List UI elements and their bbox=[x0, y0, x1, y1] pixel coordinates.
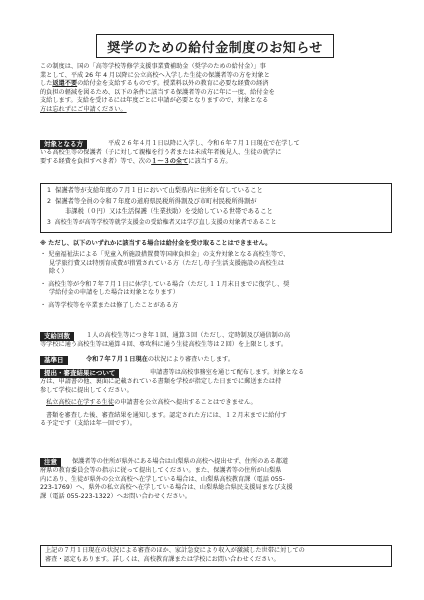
submit-block bbox=[40, 378, 400, 429]
condition-item bbox=[47, 186, 387, 195]
intro-line bbox=[40, 80, 395, 89]
target-text: に該当する方。 bbox=[188, 158, 232, 165]
submit-label: 提出・審査結果について bbox=[40, 369, 119, 378]
exclusion-list bbox=[40, 251, 400, 311]
all-conditions-emphasis: １～３の全て bbox=[151, 158, 189, 165]
submit-line: 申請書等は高校事務室を通じて配布します。対象となる bbox=[150, 369, 305, 376]
target-text: 要する経費を負担すべき者）等で、次の bbox=[40, 158, 152, 165]
attention-line: 課（電話 055-223-1322）へお問い合わせください。 bbox=[40, 492, 191, 500]
footer-line: 審査・認定もあります。詳しくは、高校教育課または学校にお問い合わせください。 bbox=[45, 556, 280, 563]
exclusion-line: ・ 児童福祉法による「児童入所施設措置費等国庫負担金」の支弁対象となる高校生等で、 bbox=[40, 251, 290, 258]
condition-number: 2 bbox=[47, 198, 52, 205]
submit-line: る予定です（支給は年一回です）。 bbox=[40, 420, 136, 428]
footer-line: 上記の７月１日現在の状況による審査のほか、家計急変により収入が激減した世帯に対しての bbox=[45, 547, 305, 554]
intro-line: 業として、平成 26 年 4 月以降に公立高校へ入学した生徒の保護者等の方を対象と bbox=[40, 71, 270, 79]
intro-line: 方は忘れずにご申請ください。 bbox=[40, 105, 127, 113]
attention-line: 府県の教育委員会等の指示に従って提出してください。また、保護者等の住所が山梨県 bbox=[40, 467, 282, 474]
basedate-line bbox=[86, 356, 398, 365]
conditions-box bbox=[40, 183, 392, 233]
exclusion-line: 学給付金の申請をした場合は対象となります） bbox=[49, 289, 179, 297]
submit-line: 参して学校に提出してください。 bbox=[40, 386, 133, 394]
private-school-emphasis: 私立高校に在学する生徒 bbox=[46, 399, 115, 407]
condition-number: 1 bbox=[47, 187, 52, 194]
submit-text: の申請書を公立高校へ提出することはできません。 bbox=[114, 399, 257, 407]
exclusion-line: ・ 高等学校等を卒業または修了したことがある方 bbox=[40, 301, 179, 309]
intro-line: 支給します。支給を受けるには年度ごとに申請が必要となりますので、対象となる bbox=[40, 97, 269, 105]
footer-box bbox=[40, 545, 392, 567]
exclusion-line: 除く） bbox=[49, 268, 68, 276]
submit-line bbox=[40, 399, 400, 408]
condition-text: 高校生等が高等学校等就学支援金の受給権者又は学び直し支援の対象者であること bbox=[54, 219, 277, 226]
exclusion-heading: ※ ただし、以下のいずれかに該当する場合は給付金を受け取ることはできません。 bbox=[40, 240, 272, 247]
attention-line: 保護者等の住所が県外にある場合は山梨県の高校へ提出せず、住所のある都道 bbox=[72, 458, 289, 465]
non-repayable-emphasis: 返還不要 bbox=[52, 80, 78, 88]
basedate-label: 基準日 bbox=[40, 356, 68, 365]
exclusion-line: ・ 高校生等が令和７年７月１日に休学している場合（ただし１１月末日までに復学し、奨 bbox=[40, 280, 290, 288]
condition-text: 保護者等全員の令和７年度の道府県民税所得割及び市町村民税所得割が bbox=[55, 198, 257, 205]
basedate-value: 令和７年７月１日現在 bbox=[86, 356, 148, 363]
intro-text: の給付金を支給するものです。授業料以外の教育に必要な経費の経済 bbox=[77, 80, 269, 88]
attention-line: 223-1769）へ、県外の私立高校へ在学している場合は、山梨県総合県民支援局まなび支援 bbox=[40, 484, 293, 492]
submit-line: 書類を審査した後、審査結果を通知します。認定された方には、１２月末までに給付す bbox=[46, 411, 287, 419]
attention-label: 注意 bbox=[40, 458, 61, 467]
intro-line: この制度は、国の「高等学校等修学支援事業費補助金（奨学のための給付金）」事 bbox=[40, 63, 266, 70]
attention-line: 内にあり、生徒が県外の公立高校へ在学している場合は、山梨県高校教育課（電話 055- bbox=[40, 475, 285, 483]
intro-line: 的負担の軽減を図るため、以下の条件に該当する保護者等の方に年に一度、給付金を bbox=[40, 88, 275, 96]
condition-item bbox=[47, 218, 387, 227]
exclusion-line: 見学旅行費又は特別育成費が措置されている方（ただし母子生活支援施設の高校生は bbox=[49, 259, 285, 267]
target-label: 対象となる方 bbox=[40, 140, 87, 149]
intro-paragraph bbox=[40, 63, 395, 115]
attention-block bbox=[40, 467, 400, 501]
intro-text: した bbox=[40, 80, 53, 88]
basedate-text: の状況により審査いたします。 bbox=[147, 356, 235, 363]
condition-number: 3 bbox=[47, 219, 51, 226]
condition-item-continued: 非課税（０円）又は生活保護（生業扶助）を受給している世帯であること bbox=[65, 208, 273, 215]
target-line: 平成２６年４月１日以降に入学し、令和６年７月１日現在で在学して bbox=[108, 140, 300, 147]
condition-text: 保護者等が支給年度の７月１日において山梨県内に住所を有していること bbox=[55, 187, 263, 194]
amount-line: 等学校に通う高校生等は通算４回、専攻科に通う生徒高校生等は２回）を上限とします。 bbox=[40, 341, 288, 348]
target-line: いる高校生等の保護者（子に対して親権を行う者または未成年者後見人、生徒の就学に bbox=[40, 149, 282, 156]
condition-item bbox=[47, 197, 387, 206]
page-title: 奨学のための給付金制度のお知らせ bbox=[96, 34, 334, 58]
target-line bbox=[40, 158, 400, 167]
submit-line: 方は、申請書の他、裏面に記載されている書類を学校が指定した日までに郵送または持 bbox=[40, 378, 282, 385]
amount-label: 支給回数 bbox=[40, 332, 74, 341]
amount-line: １人の高校生等につき年１回、通算３回（ただし、定時制及び通信制の高 bbox=[86, 332, 291, 339]
